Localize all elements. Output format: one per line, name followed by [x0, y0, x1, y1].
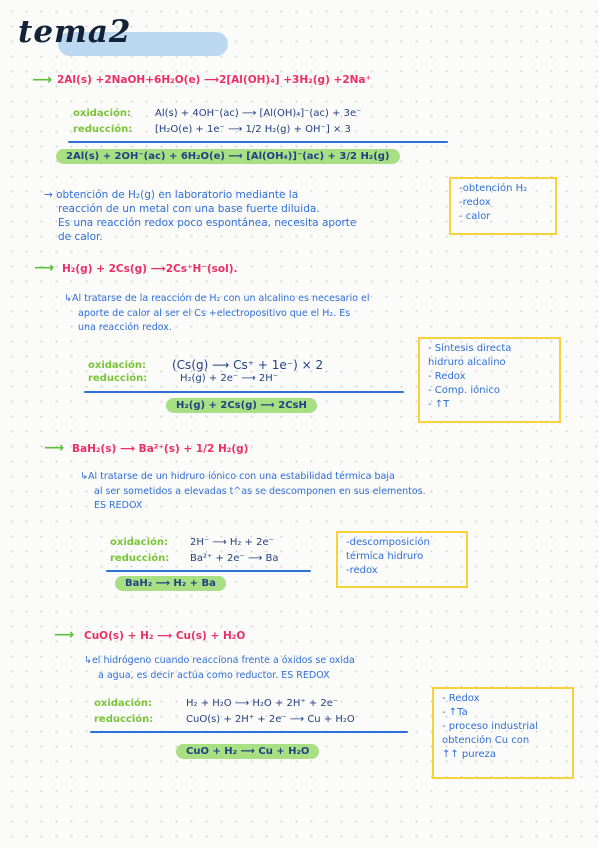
s1-main-equation: 2Al(s) +2NaOH+6H₂O(e) ⟶2[Al(OH)₄] +3H₂(g) +2Na⁺	[57, 74, 372, 86]
green-arrow-icon: ⟶	[32, 72, 53, 88]
s4-note: ↳el hidrógeno cuando reacciona frente a óxidos se oxida a agua, es decir actúa como reductor. ES REDOX	[84, 655, 355, 681]
s1-reduction-eq: [H₂O(e) + 1e⁻ ⟶ 1/2 H₂(g) + OH⁻] × 3	[155, 124, 351, 135]
s1-note: → obtención de H₂(g) en laboratorio mediante la reacción de un metal con una base fuerte diluida. Es una reacción redox poco espontánea, necesita aporte de calor.	[44, 189, 357, 243]
s2-oxidation-eq: (Cs(g) ⟶ Cs⁺ + 1e⁻) × 2	[172, 358, 324, 372]
s4-reduction-eq: CuO(s) + 2H⁺ + 2e⁻ ⟶ Cu + H₂O	[186, 714, 355, 725]
s3-reduction-eq: Ba²⁺ + 2e⁻ ⟶ Ba	[190, 553, 279, 564]
page-title: tema2	[18, 14, 132, 50]
s3-summary-box: -descomposición térmica hidruro -redox	[336, 531, 468, 588]
s4-reduction-label: reducción:	[94, 714, 154, 725]
s4-oxidation-eq: H₂ + H₂O ⟶ H₂O + 2H⁺ + 2e⁻	[186, 698, 339, 709]
s2-reduction-label: reducción:	[88, 373, 148, 384]
s3-underline	[106, 570, 311, 572]
s2-summary-box: - Síntesis directa hidruro alcalino - Redox - Comp. iónico - ↑T	[418, 337, 561, 423]
title-block	[18, 14, 132, 50]
s4-oxidation-label: oxidación:	[94, 698, 152, 709]
s3-oxidation-eq: 2H⁻ ⟶ H₂ + 2e⁻	[190, 537, 274, 548]
s1-reduction-label: reducción:	[73, 124, 133, 135]
s2-reduction-eq: H₂(g) + 2e⁻ ⟶ 2H⁻	[180, 373, 279, 384]
s4-result: CuO + H₂ ⟶ Cu + H₂O	[176, 744, 319, 759]
green-arrow-icon: ⟶	[54, 627, 75, 643]
s3-result: BaH₂ ⟶ H₂ + Ba	[115, 576, 226, 591]
s4-summary-box: - Redox - ↑Ta - proceso industrial obtención Cu con ↑↑ pureza	[432, 687, 574, 779]
s1-oxidation-eq: Al(s) + 4OH⁻(ac) ⟶ [Al(OH)₄]⁻(ac) + 3e⁻	[155, 108, 362, 119]
s2-result: H₂(g) + 2Cs(g) ⟶ 2CsH	[166, 398, 317, 413]
s1-underline	[68, 141, 448, 143]
s1-oxidation-label: oxidación:	[73, 108, 131, 119]
s2-underline	[84, 391, 404, 393]
s1-result: 2Al(s) + 2OH⁻(ac) + 6H₂O(e) ⟶ [Al(OH₄)]⁻(ac) + 3/2 H₂(g)	[56, 149, 400, 164]
s1-summary-box: -obtención H₂ -redox - calor	[449, 177, 557, 235]
s3-reduction-label: reducción:	[110, 553, 170, 564]
green-arrow-icon: ⟶	[34, 260, 55, 276]
s3-note: ↳Al tratarse de un hidruro iónico con una estabilidad térmica baja al ser sometidos a elevadas t^as se descomponen en sus elementos. ES REDOX	[80, 471, 426, 511]
s4-main-equation: CuO(s) + H₂ ⟶ Cu(s) + H₂O	[84, 630, 246, 642]
green-arrow-icon: ⟶	[44, 440, 65, 456]
s2-main-equation: H₂(g) + 2Cs(g) ⟶2Cs⁺H⁻(sol).	[62, 263, 238, 275]
s2-oxidation-label: oxidación:	[88, 360, 146, 371]
s2-note: ↳Al tratarse de la reacción de H₂ con un alcalino es necesario el aporte de calor al ser el Cs +electropositivo que el H₂. Es una reacción redox.	[64, 293, 370, 333]
s3-main-equation: BaH₂(s) ⟶ Ba²⁺(s) + 1/2 H₂(g)	[72, 443, 249, 455]
s3-oxidation-label: oxidación:	[110, 537, 168, 548]
s4-underline	[90, 731, 408, 733]
